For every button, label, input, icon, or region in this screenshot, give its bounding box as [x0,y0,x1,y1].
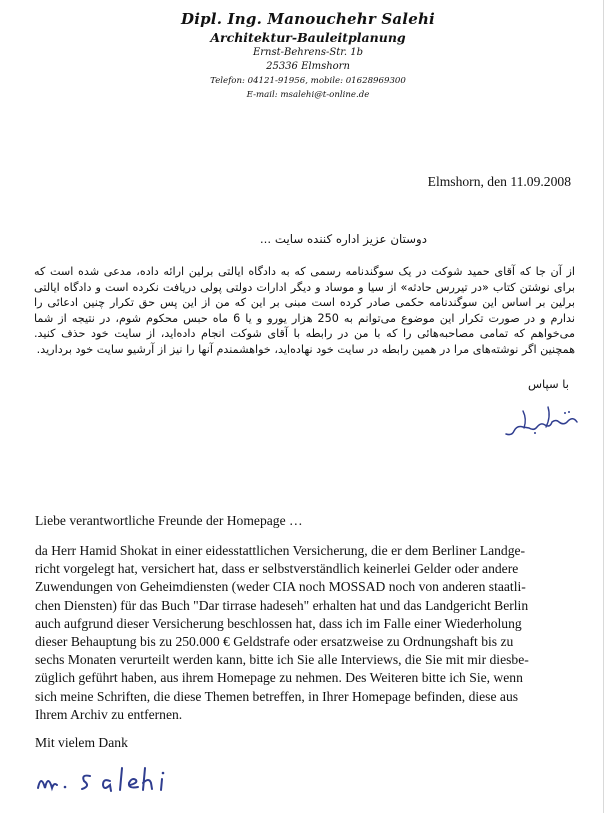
german-body-line: Ihrem Archiv zu entfernen. [35,706,183,722]
persian-signature [485,400,585,440]
persian-closing: با سپاس [527,377,569,391]
sender-profession: Architektur-Bauleitplanung [210,30,406,45]
persian-body: از آن جا که آقای حمید شوکت در یک سوگندنامه رسمی که به دادگاه ایالتی برلین ارائه داده، مدعی شده است که برای نوشتن کتاب «در تیررس حادثه» از سیا و موساد و دیگر ادارات دولتی پولی دریافت نکرده است و دادگاه ایالتی برلین بر اساس این سوگندنامه حکمی صادر کرده است مبنی بر این که من از این پس حق تکرار چنین ادعائی را ندارم و در صورت تکرار این موضوع می‌توانم به 250 هزار یورو و یا 6 ماه حبس محکوم شوم، در نتیجه از شما می‌خواهم که تمامی مصاحبه‌هائی را که با من در رابطه با آقای شوکت انجام داده‌اید، از سایت خود حذف کنید. همچنین اگر نوشته‌های مرا در همین رابطه در سایت خود نهاده‌اید، خواهشمندم آنها را نیز از آرشیو سایت خود بردارید. [34,265,575,356]
german-body-line: da Herr Hamid Shokat in einer eidesstattlichen Versicherung, die er dem Berliner Landge- [35,543,526,558]
letter-date: Elmshorn, den 11.09.2008 [427,174,571,189]
german-body-line: chen Diensten) für das Buch "Dar tirrase hadeseh" erhalten hat und das Landgericht Berlin [35,597,529,613]
sender-phone: Telefon: 04121-91956, mobile: 01628969300 [210,76,406,86]
german-signature [32,764,187,798]
german-body [35,542,580,724]
german-closing: Mit vielem Dank [35,735,128,750]
german-body-line: dieser Behauptung bis zu 250.000 € Geldstrafe oder ersatzweise zu Ordnungshaft bis zu [35,634,514,650]
sender-street: Ernst-Behrens-Str. 1b [252,47,364,58]
persian-greeting: دوستان عزیز اداره کننده سایت ... [259,232,427,246]
sender-city: 25336 Elmshorn [266,61,350,72]
german-body-line: auch aufgrund dieser Versicherung beschlossen hat, dass ich im Falle einer Wiederholung [35,615,522,631]
german-greeting: Liebe verantwortliche Freunde der Homepage … [35,513,303,528]
german-body-line: sechs Monaten verurteilt werden kann, bitte ich Sie alle Interviews, die Sie mit mir diesbe- [35,652,529,668]
letterhead [150,10,466,102]
german-body-line: sich meine Schriften, die diese Themen betreffen, in Ihrer Homepage befinden, diese aus [35,688,519,704]
german-body-line: Zuwendungen von Geheimdiensten (weder CIA noch MOSSAD noch von anderen staatli- [35,579,526,595]
sender-name: Dipl. Ing. Manouchehr Salehi [181,10,435,28]
german-body-line: richt vorgelegt hat, versichert hat, dass er selbstverständlich keinerlei Gelder oder andere [35,561,519,577]
german-body-line: züglich geführt haben, aus ihrem Homepage zu nehmen. Des Weiteren bitte ich Sie, wenn [35,670,523,686]
sender-email: E-mail: msalehi@t-online.de [246,90,370,100]
